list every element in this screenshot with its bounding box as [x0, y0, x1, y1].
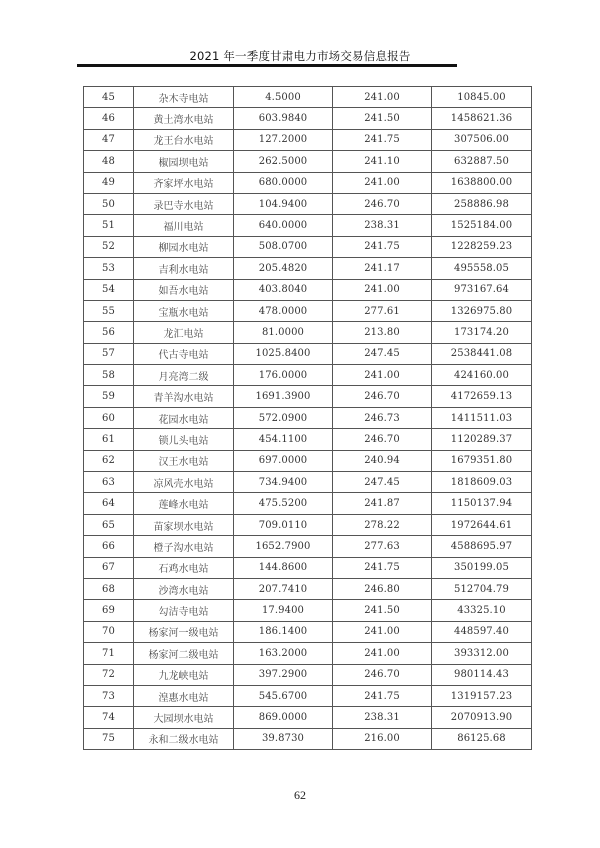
amount-cell: 1326975.80	[432, 300, 532, 321]
row-number-cell: 47	[84, 129, 134, 150]
price-cell: 241.50	[333, 600, 432, 621]
station-name-cell: 苗家坝水电站	[134, 514, 234, 535]
quantity-cell: 1691.3900	[234, 386, 333, 407]
quantity-cell: 475.5200	[234, 493, 333, 514]
station-name-cell: 凉风壳水电站	[134, 472, 234, 493]
row-number-cell: 49	[84, 172, 134, 193]
table-row	[84, 621, 532, 642]
table-row	[84, 429, 532, 450]
table-row	[84, 108, 532, 129]
row-number-cell: 71	[84, 643, 134, 664]
row-number-cell: 70	[84, 621, 134, 642]
table-row	[84, 514, 532, 535]
amount-cell: 1150137.94	[432, 493, 532, 514]
price-cell: 278.22	[333, 514, 432, 535]
table-row	[84, 87, 532, 108]
page-number: 62	[294, 788, 306, 802]
station-name-cell: 花园水电站	[134, 407, 234, 428]
amount-cell: 173174.20	[432, 322, 532, 343]
price-cell: 246.80	[333, 578, 432, 599]
price-cell: 241.10	[333, 151, 432, 172]
price-cell: 241.50	[333, 108, 432, 129]
amount-cell: 1818609.03	[432, 472, 532, 493]
amount-cell: 258886.98	[432, 193, 532, 214]
station-name-cell: 九龙峡电站	[134, 664, 234, 685]
row-number-cell: 54	[84, 279, 134, 300]
amount-cell: 2070913.90	[432, 707, 532, 728]
price-cell: 246.70	[333, 193, 432, 214]
table-row	[84, 215, 532, 236]
amount-cell: 1525184.00	[432, 215, 532, 236]
station-name-cell: 橙子沟水电站	[134, 536, 234, 557]
quantity-cell: 709.0110	[234, 514, 333, 535]
station-name-cell: 如吾水电站	[134, 279, 234, 300]
station-name-cell: 湟惠水电站	[134, 685, 234, 706]
price-cell: 277.63	[333, 536, 432, 557]
table-row	[84, 129, 532, 150]
price-cell: 238.31	[333, 707, 432, 728]
table-row	[84, 643, 532, 664]
quantity-cell: 39.8730	[234, 728, 333, 749]
station-name-cell: 椒园坝电站	[134, 151, 234, 172]
price-cell: 247.45	[333, 343, 432, 364]
station-name-cell: 龙王台水电站	[134, 129, 234, 150]
settlement-table	[83, 86, 532, 750]
quantity-cell: 127.2000	[234, 129, 333, 150]
quantity-cell: 163.2000	[234, 643, 333, 664]
table-row	[84, 172, 532, 193]
quantity-cell: 262.5000	[234, 151, 333, 172]
row-number-cell: 68	[84, 578, 134, 599]
row-number-cell: 62	[84, 450, 134, 471]
table-row	[84, 450, 532, 471]
quantity-cell: 478.0000	[234, 300, 333, 321]
quantity-cell: 603.9840	[234, 108, 333, 129]
amount-cell: 86125.68	[432, 728, 532, 749]
row-number-cell: 69	[84, 600, 134, 621]
quantity-cell: 81.0000	[234, 322, 333, 343]
row-number-cell: 75	[84, 728, 134, 749]
row-number-cell: 61	[84, 429, 134, 450]
amount-cell: 1120289.37	[432, 429, 532, 450]
row-number-cell: 46	[84, 108, 134, 129]
quantity-cell: 144.8600	[234, 557, 333, 578]
quantity-cell: 869.0000	[234, 707, 333, 728]
amount-cell: 448597.40	[432, 621, 532, 642]
station-name-cell: 杨家河二级电站	[134, 643, 234, 664]
row-number-cell: 51	[84, 215, 134, 236]
price-cell: 241.75	[333, 685, 432, 706]
price-cell: 241.00	[333, 172, 432, 193]
row-number-cell: 52	[84, 236, 134, 257]
quantity-cell: 1025.8400	[234, 343, 333, 364]
amount-cell: 1638800.00	[432, 172, 532, 193]
station-name-cell: 龙汇电站	[134, 322, 234, 343]
amount-cell: 4172659.13	[432, 386, 532, 407]
price-cell: 241.75	[333, 236, 432, 257]
amount-cell: 424160.00	[432, 365, 532, 386]
table-row	[84, 279, 532, 300]
amount-cell: 10845.00	[432, 87, 532, 108]
quantity-cell: 545.6700	[234, 685, 333, 706]
amount-cell: 632887.50	[432, 151, 532, 172]
quantity-cell: 4.5000	[234, 87, 333, 108]
price-cell: 213.80	[333, 322, 432, 343]
quantity-cell: 697.0000	[234, 450, 333, 471]
table-row	[84, 343, 532, 364]
table-row	[84, 322, 532, 343]
table-row	[84, 300, 532, 321]
row-number-cell: 56	[84, 322, 134, 343]
quantity-cell: 640.0000	[234, 215, 333, 236]
quantity-cell: 176.0000	[234, 365, 333, 386]
price-cell: 241.00	[333, 621, 432, 642]
amount-cell: 43325.10	[432, 600, 532, 621]
amount-cell: 2538441.08	[432, 343, 532, 364]
row-number-cell: 72	[84, 664, 134, 685]
row-number-cell: 66	[84, 536, 134, 557]
amount-cell: 1458621.36	[432, 108, 532, 129]
station-name-cell: 大园坝水电站	[134, 707, 234, 728]
amount-cell: 1228259.23	[432, 236, 532, 257]
amount-cell: 495558.05	[432, 258, 532, 279]
amount-cell: 980114.43	[432, 664, 532, 685]
price-cell: 246.70	[333, 429, 432, 450]
station-name-cell: 宝瓶水电站	[134, 300, 234, 321]
table-row	[84, 407, 532, 428]
station-name-cell: 杨家河一级电站	[134, 621, 234, 642]
quantity-cell: 1652.7900	[234, 536, 333, 557]
row-number-cell: 59	[84, 386, 134, 407]
amount-cell: 1411511.03	[432, 407, 532, 428]
row-number-cell: 50	[84, 193, 134, 214]
table-row	[84, 557, 532, 578]
row-number-cell: 64	[84, 493, 134, 514]
row-number-cell: 53	[84, 258, 134, 279]
station-name-cell: 锁儿头电站	[134, 429, 234, 450]
table-row	[84, 664, 532, 685]
header-divider	[77, 64, 457, 67]
amount-cell: 350199.05	[432, 557, 532, 578]
table-row	[84, 365, 532, 386]
amount-cell: 4588695.97	[432, 536, 532, 557]
quantity-cell: 104.9400	[234, 193, 333, 214]
station-name-cell: 沙湾水电站	[134, 578, 234, 599]
amount-cell: 393312.00	[432, 643, 532, 664]
price-cell: 238.31	[333, 215, 432, 236]
station-name-cell: 石鸡水电站	[134, 557, 234, 578]
station-name-cell: 莲峰水电站	[134, 493, 234, 514]
table-row	[84, 728, 532, 749]
row-number-cell: 74	[84, 707, 134, 728]
quantity-cell: 508.0700	[234, 236, 333, 257]
table-row	[84, 236, 532, 257]
amount-cell: 1319157.23	[432, 685, 532, 706]
price-cell: 246.73	[333, 407, 432, 428]
quantity-cell: 403.8040	[234, 279, 333, 300]
row-number-cell: 45	[84, 87, 134, 108]
quantity-cell: 397.2900	[234, 664, 333, 685]
table-row	[84, 685, 532, 706]
row-number-cell: 67	[84, 557, 134, 578]
amount-cell: 1972644.61	[432, 514, 532, 535]
quantity-cell: 680.0000	[234, 172, 333, 193]
amount-cell: 307506.00	[432, 129, 532, 150]
quantity-cell: 572.0900	[234, 407, 333, 428]
price-cell: 247.45	[333, 472, 432, 493]
quantity-cell: 205.4820	[234, 258, 333, 279]
table-row	[84, 707, 532, 728]
table-row	[84, 193, 532, 214]
station-name-cell: 杂木寺电站	[134, 87, 234, 108]
table-row	[84, 536, 532, 557]
station-name-cell: 柳园水电站	[134, 236, 234, 257]
price-cell: 241.00	[333, 279, 432, 300]
station-name-cell: 福川电站	[134, 215, 234, 236]
row-number-cell: 63	[84, 472, 134, 493]
table-body	[84, 87, 532, 750]
table-row	[84, 151, 532, 172]
row-number-cell: 48	[84, 151, 134, 172]
quantity-cell: 454.1100	[234, 429, 333, 450]
station-name-cell: 黄土湾水电站	[134, 108, 234, 129]
quantity-cell: 734.9400	[234, 472, 333, 493]
price-cell: 277.61	[333, 300, 432, 321]
station-name-cell: 代古寺电站	[134, 343, 234, 364]
table-row	[84, 578, 532, 599]
row-number-cell: 60	[84, 407, 134, 428]
table-row	[84, 258, 532, 279]
station-name-cell: 青羊沟水电站	[134, 386, 234, 407]
price-cell: 241.00	[333, 365, 432, 386]
row-number-cell: 73	[84, 685, 134, 706]
table-row	[84, 472, 532, 493]
station-name-cell: 录巴寺水电站	[134, 193, 234, 214]
table-row	[84, 493, 532, 514]
price-cell: 241.17	[333, 258, 432, 279]
amount-cell: 1679351.80	[432, 450, 532, 471]
station-name-cell: 勾洁寺电站	[134, 600, 234, 621]
price-cell: 240.94	[333, 450, 432, 471]
table-row	[84, 386, 532, 407]
report-title: 2021 年一季度甘肃电力市场交易信息报告	[189, 49, 411, 63]
price-cell: 246.70	[333, 386, 432, 407]
quantity-cell: 207.7410	[234, 578, 333, 599]
row-number-cell: 58	[84, 365, 134, 386]
quantity-cell: 186.1400	[234, 621, 333, 642]
station-name-cell: 月亮湾二级	[134, 365, 234, 386]
station-name-cell: 齐家坪水电站	[134, 172, 234, 193]
station-name-cell: 吉利水电站	[134, 258, 234, 279]
price-cell: 241.87	[333, 493, 432, 514]
station-name-cell: 汉王水电站	[134, 450, 234, 471]
price-cell: 216.00	[333, 728, 432, 749]
quantity-cell: 17.9400	[234, 600, 333, 621]
row-number-cell: 57	[84, 343, 134, 364]
amount-cell: 512704.79	[432, 578, 532, 599]
price-cell: 241.75	[333, 129, 432, 150]
table-row	[84, 600, 532, 621]
price-cell: 241.00	[333, 87, 432, 108]
price-cell: 241.00	[333, 643, 432, 664]
station-name-cell: 永和二级水电站	[134, 728, 234, 749]
row-number-cell: 55	[84, 300, 134, 321]
price-cell: 241.75	[333, 557, 432, 578]
amount-cell: 973167.64	[432, 279, 532, 300]
row-number-cell: 65	[84, 514, 134, 535]
price-cell: 246.70	[333, 664, 432, 685]
